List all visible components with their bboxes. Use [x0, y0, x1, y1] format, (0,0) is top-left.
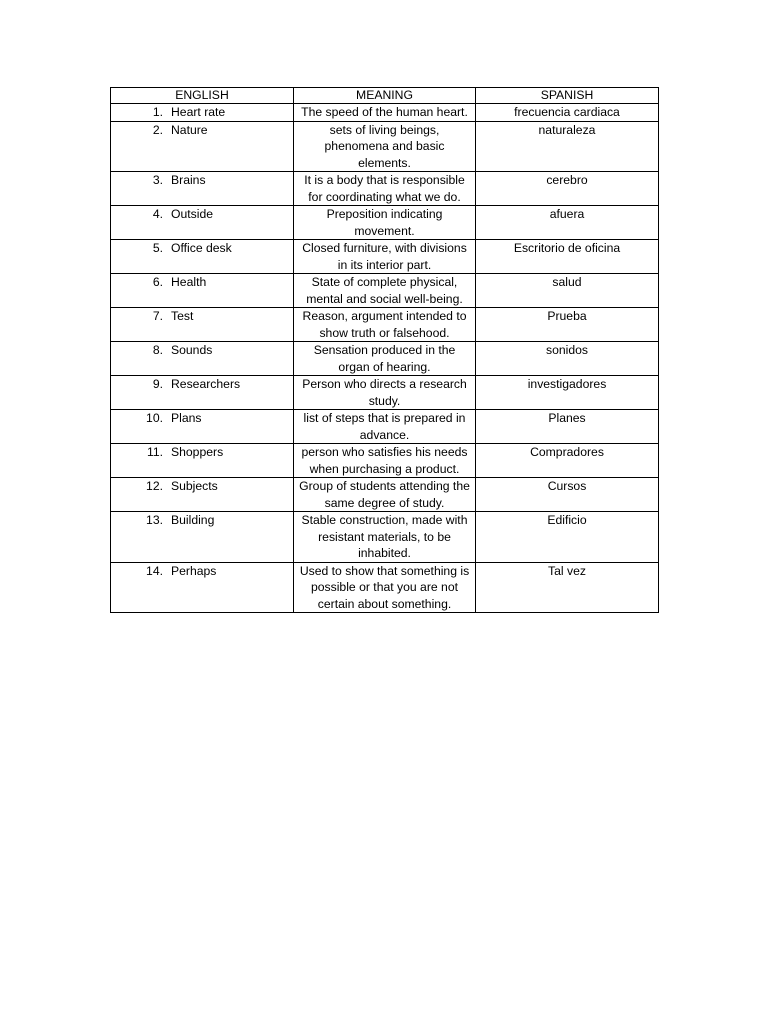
english-cell: [111, 410, 294, 444]
table-row: [111, 172, 659, 206]
table-row: [111, 274, 659, 308]
table-header: [111, 88, 659, 104]
vocabulary-table: [110, 87, 659, 613]
english-cell: [111, 562, 294, 613]
spanish-cell: Prueba: [476, 308, 659, 342]
english-cell: [111, 342, 294, 376]
english-cell: [111, 121, 294, 172]
meaning-cell: The speed of the human heart.: [294, 104, 476, 122]
english-word: Building: [171, 513, 215, 527]
header-spanish: SPANISH: [476, 88, 659, 104]
english-word: Plans: [171, 411, 202, 425]
meaning-cell: Group of students attending the same degree of study.: [294, 478, 476, 512]
meaning-cell: State of complete physical, mental and social well-being.: [294, 274, 476, 308]
english-word: Heart rate: [171, 105, 226, 119]
meaning-cell: sets of living beings, phenomena and basic elements.: [294, 121, 476, 172]
english-cell: [111, 376, 294, 410]
row-number: 2.: [152, 122, 163, 137]
english-cell: [111, 104, 294, 122]
english-cell: [111, 308, 294, 342]
table-row: [111, 512, 659, 563]
table-row: [111, 478, 659, 512]
header-english: ENGLISH: [111, 88, 294, 104]
row-number: 9.: [152, 377, 163, 391]
english-word: Perhaps: [171, 563, 217, 578]
meaning-cell: person who satisfies his needs when purchasing a product.: [294, 444, 476, 478]
english-cell: [111, 240, 294, 274]
row-number: 6.: [152, 275, 163, 289]
meaning-cell: It is a body that is responsible for coordinating what we do.: [294, 172, 476, 206]
english-word: Brains: [171, 173, 206, 187]
row-number: 5.: [152, 241, 163, 255]
spanish-cell: investigadores: [476, 376, 659, 410]
english-word: Test: [171, 309, 194, 323]
spanish-cell: sonidos: [476, 342, 659, 376]
table-row: [111, 240, 659, 274]
row-number: 4.: [152, 207, 163, 221]
table-row: [111, 376, 659, 410]
header-row: [111, 88, 659, 104]
row-number: 10.: [146, 411, 163, 425]
row-number: 3.: [152, 173, 163, 187]
spanish-cell: Compradores: [476, 444, 659, 478]
table-row: [111, 410, 659, 444]
spanish-cell: frecuencia cardiaca: [476, 104, 659, 122]
english-cell: [111, 274, 294, 308]
meaning-cell: Used to show that something is possible or that you are not certain about something.: [294, 562, 476, 613]
row-number: 11.: [146, 445, 163, 459]
spanish-cell: salud: [476, 274, 659, 308]
english-word: Subjects: [171, 479, 218, 493]
table-row: [111, 342, 659, 376]
spanish-cell: naturaleza: [476, 121, 659, 172]
table-row: [111, 206, 659, 240]
spanish-cell: Escritorio de oficina: [476, 240, 659, 274]
table-row: [111, 562, 659, 613]
meaning-cell: Sensation produced in the organ of hearing.: [294, 342, 476, 376]
english-word: Shoppers: [171, 445, 224, 459]
meaning-cell: Reason, argument intended to show truth or falsehood.: [294, 308, 476, 342]
table-row: [111, 104, 659, 122]
row-number: 14.: [146, 563, 163, 578]
english-word: Sounds: [171, 343, 213, 357]
meaning-cell: Closed furniture, with divisions in its interior part.: [294, 240, 476, 274]
english-cell: [111, 172, 294, 206]
english-word: Health: [171, 275, 207, 289]
english-cell: [111, 512, 294, 563]
table-row: [111, 308, 659, 342]
row-number: 7.: [152, 309, 163, 323]
header-meaning: MEANING: [294, 88, 476, 104]
english-word: Outside: [171, 207, 214, 221]
table-row: [111, 121, 659, 172]
meaning-cell: list of steps that is prepared in advance.: [294, 410, 476, 444]
meaning-cell: Person who directs a research study.: [294, 376, 476, 410]
english-cell: [111, 206, 294, 240]
meaning-cell: Preposition indicating movement.: [294, 206, 476, 240]
meaning-cell: Stable construction, made with resistant materials, to be inhabited.: [294, 512, 476, 563]
table-row: [111, 444, 659, 478]
english-word: Researchers: [171, 377, 241, 391]
spanish-cell: Planes: [476, 410, 659, 444]
spanish-cell: Cursos: [476, 478, 659, 512]
table-body: [111, 104, 659, 613]
row-number: 8.: [152, 343, 163, 357]
english-cell: [111, 478, 294, 512]
english-word: Nature: [171, 122, 208, 137]
spanish-cell: Tal vez: [476, 562, 659, 613]
spanish-cell: cerebro: [476, 172, 659, 206]
spanish-cell: Edificio: [476, 512, 659, 563]
english-cell: [111, 444, 294, 478]
spanish-cell: afuera: [476, 206, 659, 240]
row-number: 1.: [152, 105, 163, 119]
english-word: Office desk: [171, 241, 232, 255]
row-number: 13.: [146, 513, 163, 527]
row-number: 12.: [146, 479, 163, 493]
